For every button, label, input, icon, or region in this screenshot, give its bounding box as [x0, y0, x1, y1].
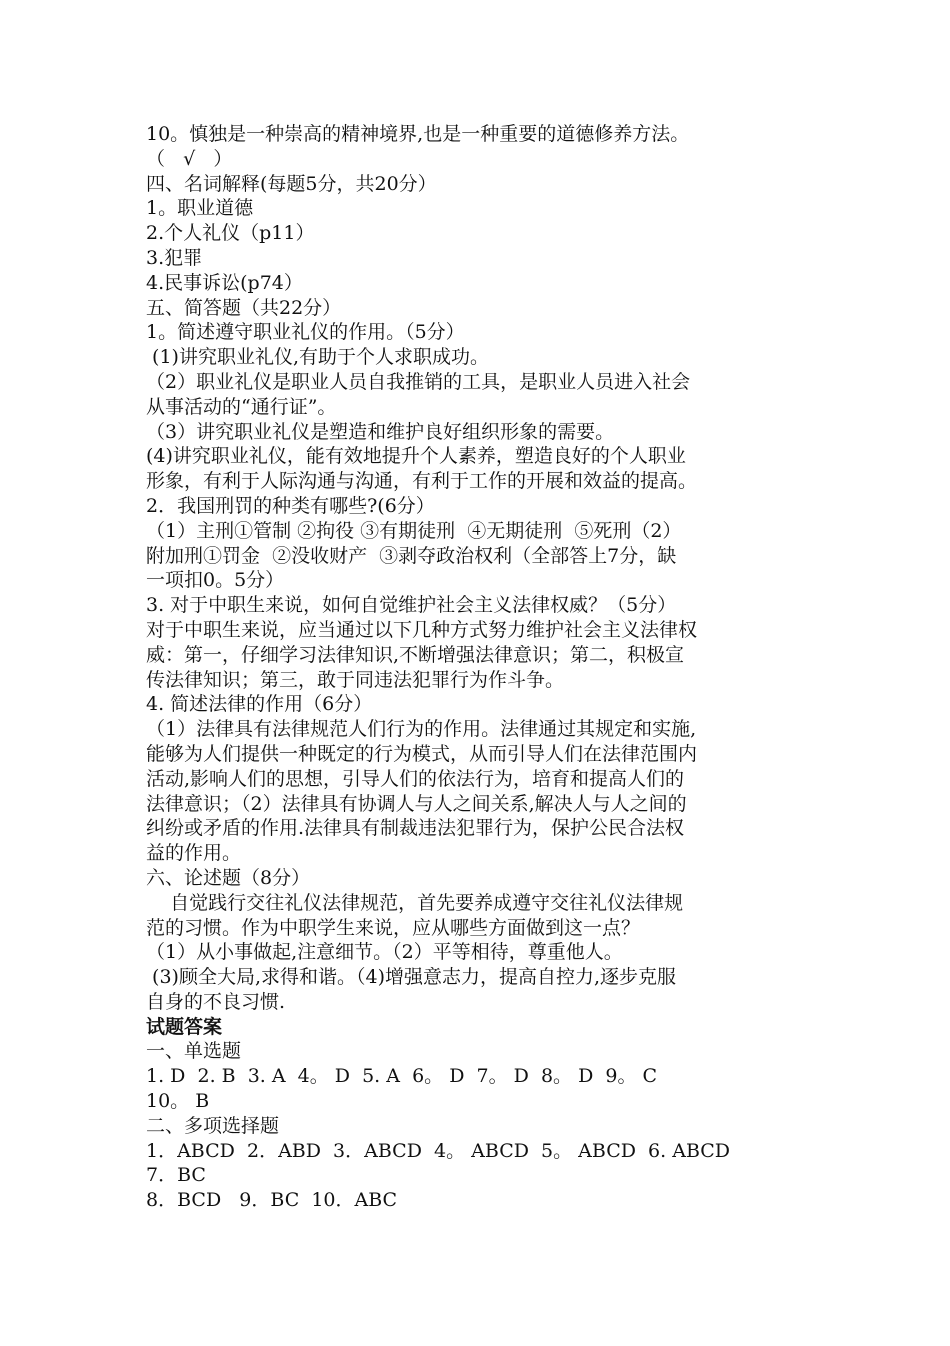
text-line: （3）讲究职业礼仪是塑造和维护良好组织形象的需要。	[146, 420, 615, 443]
question-line: 1。简述遵守职业礼仪的作用。（5分）	[146, 321, 465, 344]
text-line: 纠纷或矛盾的作用.法律具有制裁违法犯罪行为，保护公民合法权	[146, 817, 685, 840]
section-heading: 一、单选题	[146, 1040, 242, 1063]
text-line: 威：第一，仔细学习法律知识,不断增强法律意识；第二，积极宣	[146, 643, 685, 666]
text-line: （1）法律具有法律规范人们行为的作用。法律通过其规定和实施,	[146, 718, 697, 741]
text-line: 1。职业道德	[146, 197, 254, 220]
answers-heading: 试题答案	[146, 1015, 223, 1038]
text-line: 活动,影响人们的思想，引导人们的依法行为，培育和提高人们的	[146, 767, 685, 790]
question-line: 4. 简述法律的作用（6分）	[146, 693, 373, 716]
text-line: （1）主刑①管制 ②拘役 ③有期徒刑 ④无期徒刑 ⑤死刑（2）	[146, 519, 682, 542]
text-line: 范的习惯。作为中职学生来说，应从哪些方面做到这一点？	[146, 916, 641, 939]
text-line: 传法律知识；第三，敢于同违法犯罪行为作斗争。	[146, 668, 565, 691]
section-heading: 四、名词解释(每题5分，共20分）	[146, 172, 437, 195]
answer-mark-line: （ √ ）	[146, 147, 233, 170]
section-heading: 二、多项选择题	[146, 1114, 280, 1137]
text-line: 形象，有利于人际沟通与沟通，有利于工作的开展和效益的提高。	[146, 470, 698, 493]
answer-line: 7．BC	[146, 1164, 206, 1187]
section-heading: 六、论述题（8分）	[146, 866, 311, 889]
text-line: 从事活动的“通行证”。	[146, 395, 337, 418]
text-line: 10。慎独是一种崇高的精神境界,也是一种重要的道德修养方法。	[146, 123, 690, 145]
answer-line: 1．ABCD 2．ABD 3．ABCD 4。 ABCD 5。 ABCD 6. ABCD	[146, 1139, 731, 1162]
text-line: (4)讲究职业礼仪，能有效地提升个人素养，塑造良好的个人职业	[146, 445, 686, 468]
text-line: 4.民事诉讼(p74）	[146, 271, 303, 294]
text-line: (3)顾全大局,求得和谐。（4)增强意志力，提高自控力,逐步克服	[146, 966, 677, 989]
document-body	[146, 122, 810, 1213]
question-line: 3. 对于中职生来说，如何自觉维护社会主义法律权威？（5分）	[146, 594, 677, 617]
text-line: （1）从小事做起,注意细节。（2）平等相待，尊重他人。	[146, 941, 623, 964]
text-line: 法律意识；（2）法律具有协调人与人之间关系,解决人与人之间的	[146, 792, 687, 815]
text-line: 自身的不良习惯.	[146, 990, 286, 1013]
text-line: 益的作用。	[146, 842, 242, 865]
text-line: 3.犯罪	[146, 246, 203, 269]
text-line: 对于中职生来说，应当通过以下几种方式努力维护社会主义法律权	[146, 618, 698, 641]
text-line: 能够为人们提供一种既定的行为模式，从而引导人们在法律范围内	[146, 742, 698, 765]
text-line: 一项扣0。5分）	[146, 569, 285, 592]
answer-line: 10。 B	[146, 1090, 210, 1113]
text-line: （2）职业礼仪是职业人员自我推销的工具，是职业人员进入社会	[146, 370, 691, 393]
question-line: 2．我国刑罚的种类有哪些?(6分）	[146, 494, 435, 517]
text-line: 自觉践行交往礼仪法律规范，首先要养成遵守交往礼仪法律规	[146, 891, 684, 914]
text-line: 2.个人礼仪（p11）	[146, 222, 315, 245]
answer-line: 8．BCD 9．BC 10．ABC	[146, 1189, 398, 1212]
text-line: 附加刑①罚金 ②没收财产 ③剥夺政治权利（全部答上7分，缺	[146, 544, 677, 567]
text-line: (1)讲究职业礼仪,有助于个人求职成功。	[146, 346, 489, 369]
section-heading: 五、简答题（共22分）	[146, 296, 342, 319]
answer-line: 1. D 2. B 3. A 4。 D 5. A 6。 D 7。 D 8。 D 9。 C	[146, 1065, 658, 1088]
